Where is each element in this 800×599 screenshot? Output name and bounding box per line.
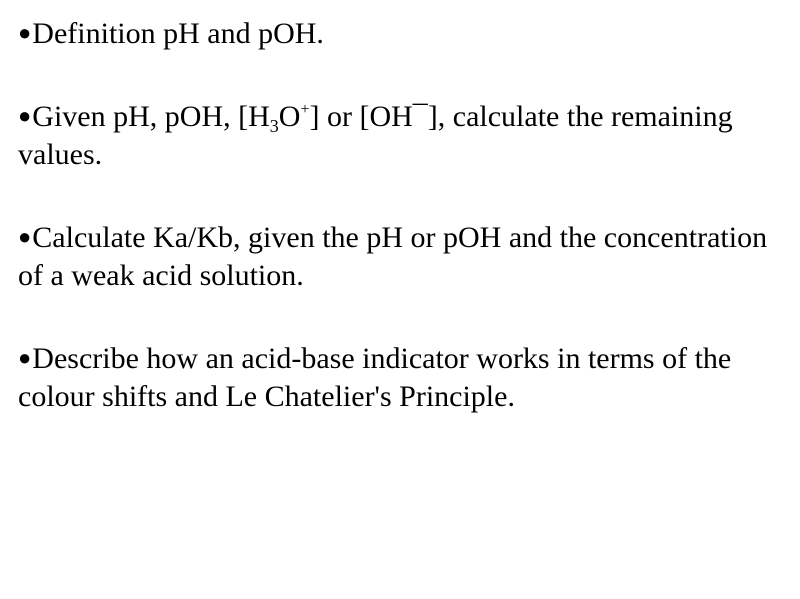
bullet-text-part: ] or [OH [309,100,413,133]
bullet-icon: ● [18,345,32,370]
bullet-icon: ● [18,20,32,45]
bullet-icon: ● [18,103,32,128]
bullet-text-part: ], calculate the remaining values. [18,100,733,171]
bullet-item-ka-kb [18,218,788,295]
bullet-text: Describe how an acid-base indicator works in terms of the colour shifts and Le Chatelier's Principle. [18,342,732,413]
objectives-list [18,14,788,460]
bullet-text-part: O [278,100,301,133]
bullet-item-calculate-values [18,97,788,174]
bullet-item-indicator [18,339,788,416]
subscript-3: 3 [269,116,279,136]
bullet-text-part: Given pH, pOH, [H [32,100,270,133]
bullet-icon: ● [18,224,32,249]
bullet-text: Calculate Ka/Kb, given the pH or pOH and the concentration of a weak acid solution. [18,221,768,292]
bullet-text: Definition pH and pOH. [32,17,324,50]
bullet-item-ph-definition [18,14,788,53]
superscript-plus: + [300,101,310,118]
overbar-mark: ¯ [412,100,428,133]
